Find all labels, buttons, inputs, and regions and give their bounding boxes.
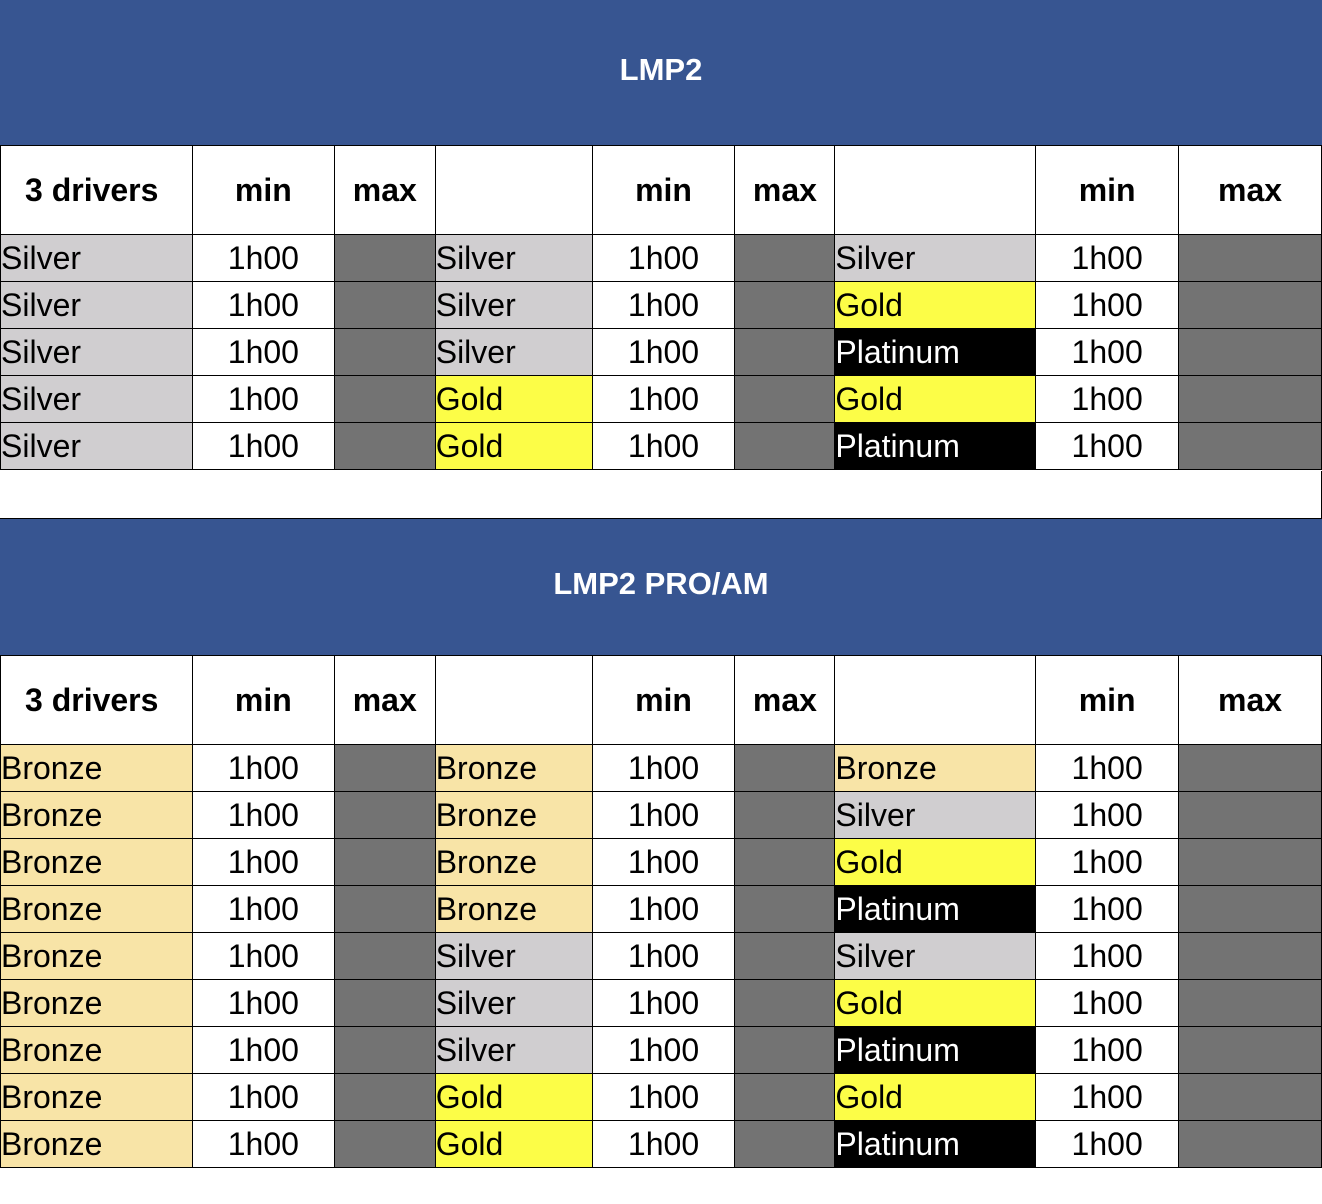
- max-time-cell: [735, 282, 835, 329]
- driver-level-cell: Bronze: [435, 792, 592, 839]
- min-time-cell: 1h00: [592, 839, 735, 886]
- table-row: [1, 423, 1322, 470]
- max-time-cell: [735, 1121, 835, 1168]
- max-time-cell: [1179, 423, 1322, 470]
- driver-level-cell: Silver: [835, 933, 1036, 980]
- min-time-cell: 1h00: [1036, 1121, 1179, 1168]
- max-time-cell: [1179, 235, 1322, 282]
- driver-level-cell: Platinum: [835, 1121, 1036, 1168]
- min-time-cell: 1h00: [1036, 839, 1179, 886]
- driver-level-cell: Gold: [835, 376, 1036, 423]
- driver-level-cell: Bronze: [1, 980, 193, 1027]
- min-time-cell: 1h00: [192, 282, 334, 329]
- column-header: max: [334, 146, 435, 235]
- min-time-cell: 1h00: [592, 745, 735, 792]
- driver-table-lmp2-pro-am: [0, 655, 1322, 1168]
- driver-level-cell: Gold: [835, 282, 1036, 329]
- max-time-cell: [735, 329, 835, 376]
- min-time-cell: 1h00: [1036, 980, 1179, 1027]
- min-time-cell: 1h00: [1036, 1027, 1179, 1074]
- min-time-cell: 1h00: [192, 1027, 334, 1074]
- column-header: [435, 656, 592, 745]
- driver-level-cell: Silver: [1, 235, 193, 282]
- min-time-cell: 1h00: [592, 1121, 735, 1168]
- min-time-cell: 1h00: [592, 1074, 735, 1121]
- driver-level-cell: Silver: [835, 792, 1036, 839]
- driver-level-cell: Gold: [435, 1121, 592, 1168]
- max-time-cell: [1179, 329, 1322, 376]
- section-title: LMP2: [619, 51, 703, 87]
- driver-level-cell: Bronze: [1, 933, 193, 980]
- driver-level-cell: Platinum: [835, 1027, 1036, 1074]
- column-header: min: [592, 146, 735, 235]
- driver-level-cell: Silver: [435, 282, 592, 329]
- column-header: min: [192, 146, 334, 235]
- table-row: [1, 839, 1322, 886]
- table-row: [1, 282, 1322, 329]
- header-row: [1, 656, 1322, 745]
- min-time-cell: 1h00: [1036, 329, 1179, 376]
- column-header: [835, 146, 1036, 235]
- max-time-cell: [735, 792, 835, 839]
- min-time-cell: 1h00: [592, 886, 735, 933]
- driver-level-cell: Gold: [835, 839, 1036, 886]
- max-time-cell: [334, 329, 435, 376]
- column-header: min: [1036, 656, 1179, 745]
- table-row: [1, 376, 1322, 423]
- driver-level-cell: Bronze: [1, 839, 193, 886]
- driver-level-cell: Gold: [435, 376, 592, 423]
- table-row: [1, 1074, 1322, 1121]
- max-time-cell: [334, 423, 435, 470]
- max-time-cell: [1179, 745, 1322, 792]
- driver-level-cell: Gold: [435, 1074, 592, 1121]
- column-header: min: [192, 656, 334, 745]
- driver-level-cell: Bronze: [435, 839, 592, 886]
- max-time-cell: [1179, 1074, 1322, 1121]
- max-time-cell: [735, 1027, 835, 1074]
- max-time-cell: [1179, 1027, 1322, 1074]
- driver-level-cell: Gold: [835, 1074, 1036, 1121]
- max-time-cell: [334, 235, 435, 282]
- table-row: [1, 980, 1322, 1027]
- driver-level-cell: Bronze: [1, 1074, 193, 1121]
- column-header: 3 drivers: [1, 656, 193, 745]
- min-time-cell: 1h00: [192, 329, 334, 376]
- max-time-cell: [1179, 933, 1322, 980]
- column-header: max: [1179, 656, 1322, 745]
- driver-level-cell: Silver: [435, 980, 592, 1027]
- section-title: LMP2 PRO/AM: [553, 566, 769, 601]
- max-time-cell: [735, 745, 835, 792]
- column-header: min: [592, 656, 735, 745]
- driver-level-cell: Silver: [835, 235, 1036, 282]
- min-time-cell: 1h00: [192, 376, 334, 423]
- max-time-cell: [1179, 282, 1322, 329]
- driver-level-cell: Silver: [1, 329, 193, 376]
- min-time-cell: 1h00: [1036, 792, 1179, 839]
- min-time-cell: 1h00: [592, 423, 735, 470]
- min-time-cell: 1h00: [192, 980, 334, 1027]
- min-time-cell: 1h00: [592, 980, 735, 1027]
- min-time-cell: 1h00: [592, 1027, 735, 1074]
- min-time-cell: 1h00: [592, 376, 735, 423]
- driver-level-cell: Silver: [1, 423, 193, 470]
- driver-level-cell: Silver: [435, 1027, 592, 1074]
- max-time-cell: [735, 839, 835, 886]
- driver-level-cell: Bronze: [1, 1027, 193, 1074]
- column-header: max: [334, 656, 435, 745]
- max-time-cell: [334, 1121, 435, 1168]
- min-time-cell: 1h00: [192, 933, 334, 980]
- max-time-cell: [735, 376, 835, 423]
- min-time-cell: 1h00: [1036, 745, 1179, 792]
- table-row: [1, 792, 1322, 839]
- column-header: [435, 146, 592, 235]
- column-header: 3 drivers: [1, 146, 193, 235]
- min-time-cell: 1h00: [192, 839, 334, 886]
- max-time-cell: [1179, 376, 1322, 423]
- max-time-cell: [735, 886, 835, 933]
- column-header: max: [735, 656, 835, 745]
- driver-level-cell: Platinum: [835, 329, 1036, 376]
- table-row: [1, 329, 1322, 376]
- max-time-cell: [1179, 886, 1322, 933]
- min-time-cell: 1h00: [192, 235, 334, 282]
- table-row: [1, 745, 1322, 792]
- max-time-cell: [735, 980, 835, 1027]
- table-row: [1, 235, 1322, 282]
- min-time-cell: 1h00: [1036, 376, 1179, 423]
- driver-level-cell: Bronze: [435, 886, 592, 933]
- max-time-cell: [735, 1074, 835, 1121]
- max-time-cell: [735, 423, 835, 470]
- max-time-cell: [1179, 792, 1322, 839]
- max-time-cell: [334, 886, 435, 933]
- max-time-cell: [334, 1027, 435, 1074]
- max-time-cell: [735, 235, 835, 282]
- column-header: min: [1036, 146, 1179, 235]
- driver-level-cell: Bronze: [1, 886, 193, 933]
- driver-level-cell: Gold: [435, 423, 592, 470]
- max-time-cell: [1179, 1121, 1322, 1168]
- driver-level-cell: Bronze: [1, 745, 193, 792]
- min-time-cell: 1h00: [192, 886, 334, 933]
- min-time-cell: 1h00: [592, 933, 735, 980]
- driver-table-lmp2: [0, 145, 1322, 470]
- driver-level-cell: Silver: [1, 282, 193, 329]
- table-row: [1, 886, 1322, 933]
- driver-level-cell: Silver: [435, 235, 592, 282]
- section-banner-lmp2: [0, 0, 1322, 146]
- driver-level-cell: Silver: [435, 933, 592, 980]
- column-header: [835, 656, 1036, 745]
- max-time-cell: [1179, 980, 1322, 1027]
- max-time-cell: [334, 792, 435, 839]
- min-time-cell: 1h00: [192, 1121, 334, 1168]
- table-row: [1, 1121, 1322, 1168]
- min-time-cell: 1h00: [1036, 423, 1179, 470]
- max-time-cell: [735, 933, 835, 980]
- max-time-cell: [1179, 839, 1322, 886]
- min-time-cell: 1h00: [192, 1074, 334, 1121]
- min-time-cell: 1h00: [592, 235, 735, 282]
- max-time-cell: [334, 933, 435, 980]
- min-time-cell: 1h00: [1036, 933, 1179, 980]
- table-row: [1, 1027, 1322, 1074]
- driver-level-cell: Platinum: [835, 423, 1036, 470]
- section-banner-lmp2-pro-am: [0, 519, 1322, 656]
- min-time-cell: 1h00: [592, 282, 735, 329]
- min-time-cell: 1h00: [1036, 282, 1179, 329]
- min-time-cell: 1h00: [1036, 235, 1179, 282]
- min-time-cell: 1h00: [192, 745, 334, 792]
- max-time-cell: [334, 980, 435, 1027]
- min-time-cell: 1h00: [1036, 886, 1179, 933]
- min-time-cell: 1h00: [192, 423, 334, 470]
- driver-level-cell: Silver: [435, 329, 592, 376]
- driver-level-cell: Gold: [835, 980, 1036, 1027]
- min-time-cell: 1h00: [592, 329, 735, 376]
- max-time-cell: [334, 839, 435, 886]
- min-time-cell: 1h00: [592, 792, 735, 839]
- table-row: [1, 933, 1322, 980]
- driver-level-cell: Bronze: [1, 792, 193, 839]
- min-time-cell: 1h00: [1036, 1074, 1179, 1121]
- driver-level-cell: Bronze: [435, 745, 592, 792]
- column-header: max: [1179, 146, 1322, 235]
- header-row: [1, 146, 1322, 235]
- column-header: max: [735, 146, 835, 235]
- min-time-cell: 1h00: [192, 792, 334, 839]
- max-time-cell: [334, 282, 435, 329]
- driver-level-cell: Bronze: [1, 1121, 193, 1168]
- driver-level-cell: Bronze: [835, 745, 1036, 792]
- max-time-cell: [334, 1074, 435, 1121]
- max-time-cell: [334, 745, 435, 792]
- max-time-cell: [334, 376, 435, 423]
- driver-level-cell: Platinum: [835, 886, 1036, 933]
- driver-level-cell: Silver: [1, 376, 193, 423]
